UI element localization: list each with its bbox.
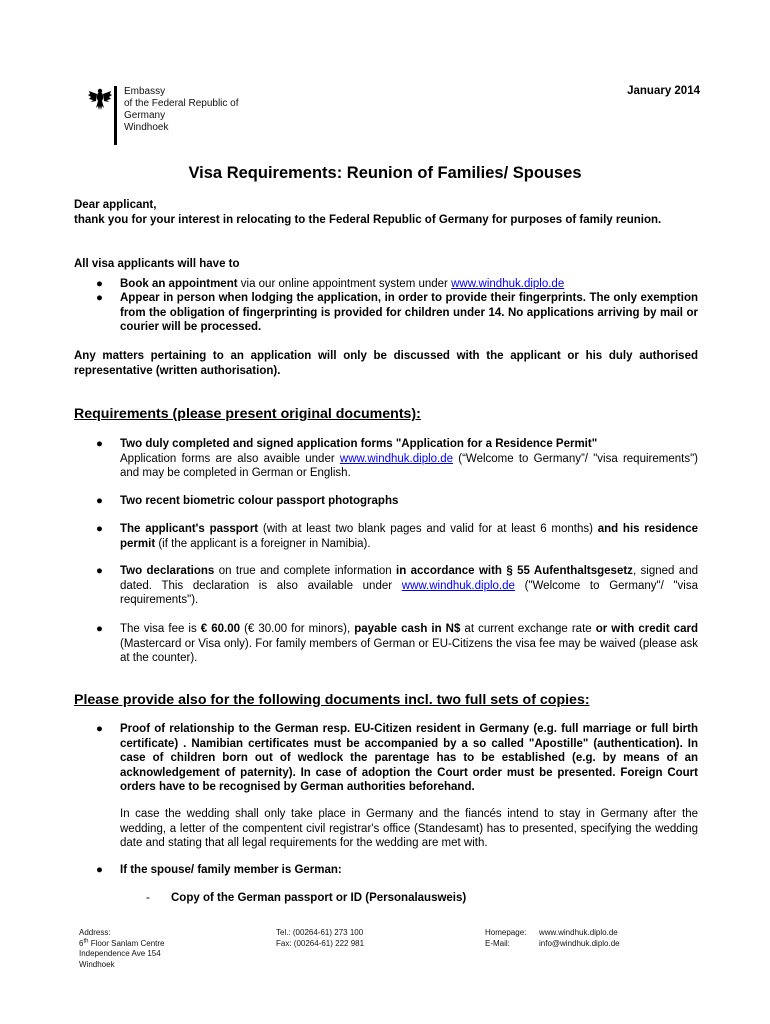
- page-title: Visa Requirements: Reunion of Families/ Spouses: [188, 164, 582, 182]
- passport-bold-a: The applicant's passport: [120, 523, 259, 535]
- forms-link[interactable]: www.windhuk.diplo.de: [339, 452, 454, 465]
- forms-bold: Two duly completed and signed application forms "Application for a Residence Permit": [120, 438, 598, 450]
- requirements-heading: Requirements (please present original documents):: [74, 406, 421, 422]
- document-date: January 2014: [627, 85, 700, 97]
- embassy-line-2: of the Federal Republic of Germany: [124, 98, 239, 121]
- appointment-link[interactable]: www.windhuk.diplo.de: [451, 278, 565, 290]
- appointment-bold: Book an appointment: [120, 278, 238, 290]
- declarations-text-c: ("Welcome to Germany"/ "visa requirements").: [120, 579, 698, 607]
- proof-relationship-text: Proof of relationship to the German resp. EU-Citizen resident in Germany (e.g. full marriage or full birth certificate) . Namibian certificates must be accompanied by a so called "Apostille" (authentication). In case of children born out of wedlock the parentage has to be established (e.g. by means of an acknowledgement of paternity). In case of adoption the Court order must be presented. Foreign Court orders have to be recognised by German authorities beforehand.: [120, 723, 698, 794]
- address-line-1: [79, 939, 165, 950]
- fee-text-a: The visa fee is: [120, 623, 201, 635]
- appointment-text: via our online appointment system under: [237, 278, 452, 290]
- bullet-dot-icon: ●: [96, 278, 103, 290]
- bullet-dot-icon: ●: [96, 565, 103, 577]
- copies-heading: Please provide also for the following documents incl. two full sets of copies:: [74, 692, 590, 708]
- wedding-note: In case the wedding shall only take place in Germany and the fiancés intend to stay in Germany after the wedding, a letter of the compentent civil registrar's office (Standesamt) has to presented, specifying the wedding date and stating that all legal requirements for the wedding are met with.: [120, 808, 698, 850]
- list-item-photographs: [96, 494, 698, 509]
- photographs-bold: Two recent biometric colour passport photographs: [120, 495, 399, 507]
- fee-text-c: at current exchange rate: [460, 623, 596, 635]
- address-line-2: Independence Ave 154: [79, 949, 161, 958]
- list-item-german-spouse: [96, 863, 698, 878]
- passport-bold-b: and his residence permit: [120, 523, 698, 550]
- bullet-dot-icon: ●: [96, 723, 103, 735]
- fingerprints-text: Appear in person when lodging the application, in order to provide their fingerprints. The only exemption from the obligation of fingerprinting is provided for children under 14. No applications arriving by mail or courier will be processed.: [120, 292, 698, 334]
- list-item-appointment: [96, 277, 698, 292]
- list-item-proof-relationship: [96, 722, 698, 795]
- forms-text-b: (“Welcome to Germany”/ "visa requirements") and may be completed in German or English.: [120, 452, 698, 480]
- fee-bold-a: € 60.00: [200, 623, 241, 635]
- homepage-link[interactable]: www.windhuk.diplo.de: [539, 928, 618, 937]
- email-label: E-Mail:: [485, 938, 510, 948]
- list-item-fingerprints: [96, 291, 698, 335]
- address-floor-suffix: th: [83, 937, 89, 944]
- email-row: [485, 939, 620, 950]
- bullet-dot-icon: ●: [96, 292, 103, 304]
- homepage-label: Homepage:: [485, 928, 527, 937]
- bullet-dot-icon: ●: [96, 623, 103, 635]
- sub-item-passport-copy: Copy of the German passport or ID (Personalausweis): [171, 892, 467, 904]
- embassy-line-1: Embassy: [124, 86, 166, 97]
- address-floor-text: Floor Sanlam Centre: [88, 938, 165, 948]
- declarations-text-a: on true and complete information: [214, 565, 397, 577]
- fax: Fax: (00264-61) 222 981: [276, 938, 365, 948]
- bullet-dot-icon: ●: [96, 864, 103, 876]
- embassy-name: [124, 86, 268, 134]
- declarations-link[interactable]: www.windhuk.diplo.de: [401, 579, 515, 592]
- intro-text: thank you for your interest in relocating to the Federal Republic of Germany for purposes of family reunion.: [74, 213, 662, 226]
- sub-item-dash: -: [146, 892, 150, 904]
- federal-eagle-icon: [88, 86, 112, 112]
- letterhead-divider: [114, 86, 117, 145]
- fee-bold-c: or with credit card: [595, 623, 698, 635]
- embassy-line-3: Windhoek: [124, 122, 169, 133]
- list-item-passport: [96, 522, 698, 551]
- all-applicants-text: All visa applicants will have to: [74, 258, 240, 270]
- intro-paragraph: [74, 198, 698, 227]
- forms-text-a: Application forms are also avaible under: [120, 452, 340, 465]
- list-item-declarations: [96, 564, 698, 608]
- embassy-letterhead: [88, 86, 268, 146]
- declarations-text-b: , signed and dated. This declaration is also available under: [120, 565, 698, 592]
- german-spouse-text: If the spouse/ family member is German:: [120, 864, 342, 876]
- footer-address: [79, 928, 165, 970]
- matters-paragraph: Any matters pertaining to an application will only be discussed with the applicant or his duly authorised representative (written authorisation).: [74, 350, 698, 377]
- list-item-visa-fee: [96, 622, 698, 666]
- address-label: Address:: [79, 928, 111, 937]
- address-floor-number: 6: [79, 938, 84, 948]
- homepage-row: [485, 928, 620, 939]
- footer-phone: [276, 928, 364, 949]
- telephone: Tel.: (00264-61) 273 100: [276, 928, 364, 937]
- bullet-dot-icon: ●: [96, 495, 103, 507]
- declarations-bold-b: in accordance with § 55 Aufenthaltsgesetz: [396, 565, 633, 577]
- salutation: Dear applicant,: [74, 199, 157, 211]
- passport-text-a: (with at least two blank pages and valid for at least 6 months): [258, 523, 598, 535]
- bullet-dot-icon: ●: [96, 523, 103, 535]
- fee-text-b: (€ 30.00 for minors),: [240, 623, 355, 635]
- footer-contact: [485, 928, 620, 949]
- bullet-dot-icon: ●: [96, 438, 103, 450]
- passport-text-b: (if the applicant is a foreigner in Namibia).: [155, 537, 371, 550]
- address-line-3: Windhoek: [79, 959, 115, 969]
- fee-text-d: (Mastercard or Visa only). For family members of German or EU-Citizens the visa fee may be waived (please ask at the counter).: [120, 637, 698, 665]
- fee-bold-b: payable cash in N$: [354, 623, 461, 635]
- list-item-application-forms: [96, 437, 698, 481]
- email-link[interactable]: info@windhuk.diplo.de: [539, 938, 620, 948]
- declarations-bold-a: Two declarations: [120, 565, 215, 577]
